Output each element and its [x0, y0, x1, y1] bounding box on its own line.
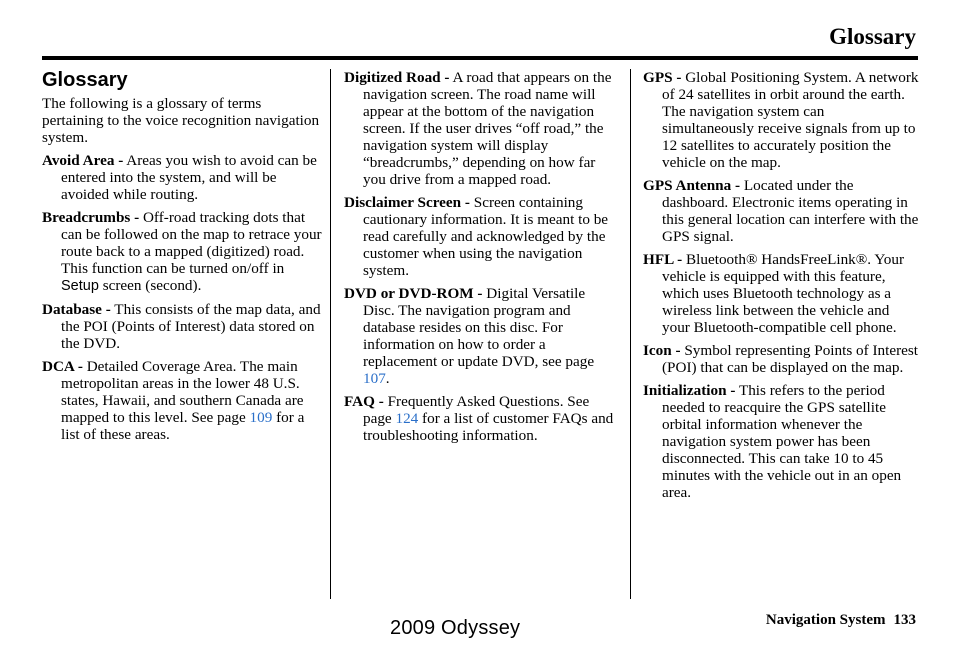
- entry-definition: This refers to the period needed to reacquire the GPS satellite orbital information whenever the navigation system power has been disconnected. This can take 10 to 45 minutes with the vehicle out in an open area.: [662, 382, 902, 501]
- glossary-entry-gps-antenna: [643, 177, 920, 245]
- entry-term: Initialization -: [643, 382, 736, 399]
- glossary-entry-avoid-area: [42, 152, 325, 203]
- entry-definition-cont: for a list of customer FAQs and troubleshooting information.: [363, 410, 614, 444]
- glossary-entry-hfl: [643, 251, 920, 336]
- column-1: [42, 69, 325, 449]
- glossary-entry-digitized-road: [344, 69, 620, 188]
- entry-definition: Areas you wish to avoid can be entered into the system, and will be avoided while routing.: [61, 152, 317, 203]
- page-link-107[interactable]: 107: [363, 370, 386, 387]
- entry-term: Avoid Area -: [42, 152, 124, 169]
- entry-term: DVD or DVD-ROM -: [344, 285, 483, 302]
- column-3: [643, 69, 920, 507]
- glossary-entry-database: [42, 301, 325, 352]
- entry-definition: Frequently Asked Questions. See page: [363, 393, 590, 427]
- watermark: 2009 Odyssey: [390, 617, 521, 639]
- entry-definition: This consists of the map data, and the POI (Points of Interest) data stored on the DVD.: [61, 301, 321, 352]
- entry-definition: Global Positioning System. A network of 24 satellites in orbit around the earth. The navigation system can simultaneously receive signals from up to 12 satellites to accurately position the vehicle on the map.: [662, 69, 919, 171]
- section-title: Glossary: [42, 69, 128, 91]
- glossary-entry-dca: [42, 358, 325, 443]
- entry-term: HFL -: [643, 251, 683, 268]
- glossary-entry-faq: [344, 393, 620, 444]
- entry-term: Icon -: [643, 342, 681, 359]
- entry-definition: Located under the dashboard. Electronic items operating in this general location can interfere with the GPS signal.: [662, 177, 919, 245]
- entry-term: GPS Antenna -: [643, 177, 741, 194]
- footer-label: Navigation System: [765, 612, 886, 628]
- page-header-title: Glossary: [829, 24, 916, 49]
- page-link-109[interactable]: 109: [249, 409, 273, 426]
- entry-definition-cont: .: [385, 370, 390, 387]
- glossary-entry-initialization: [643, 382, 920, 501]
- page-link-124[interactable]: 124: [395, 410, 419, 427]
- column-divider: [630, 69, 631, 599]
- entry-definition-cont: for a list of these areas.: [61, 409, 305, 443]
- glossary-entry-gps: [643, 69, 920, 171]
- glossary-entry-dvd: [344, 285, 620, 387]
- entry-term: FAQ -: [344, 393, 384, 410]
- page-number: 133: [893, 612, 916, 628]
- column-2: [344, 69, 620, 450]
- setup-screen-label: Setup: [61, 278, 99, 294]
- entry-definition: Detailed Coverage Area. The main metropolitan areas in the lower 48 U.S. states, Hawaii, and southern Canada are mapped to this level. See page: [61, 358, 304, 426]
- entry-term: GPS -: [643, 69, 682, 86]
- header-rule: [42, 56, 918, 60]
- entry-term: Database -: [42, 301, 111, 318]
- entry-definition: Bluetooth® HandsFreeLink®. Your vehicle is equipped with this feature, which uses Bluetooth technology as a wireless link between the vehicle and your Bluetooth-compatible cell phone.: [662, 251, 905, 336]
- entry-term: Digitized Road -: [344, 69, 450, 86]
- entry-term: Disclaimer Screen -: [344, 194, 470, 211]
- glossary-entry-icon: [643, 342, 920, 376]
- entry-definition-cont: screen (second).: [102, 277, 202, 294]
- entry-term: Breadcrumbs -: [42, 209, 140, 226]
- entry-term: DCA -: [42, 358, 83, 375]
- column-divider: [330, 69, 331, 599]
- glossary-entry-disclaimer-screen: [344, 194, 620, 279]
- glossary-entry-breadcrumbs: [42, 209, 325, 295]
- entry-definition: Screen containing cautionary information. It is meant to be read carefully and acknowledged by the customer when using the navigation system.: [363, 194, 609, 279]
- page-footer: [766, 612, 916, 629]
- entry-definition: Off-road tracking dots that can be followed on the map to retrace your route back to a mapped (digitized) road. This function can be turned on/off in: [61, 209, 322, 277]
- intro-paragraph: The following is a glossary of terms pertaining to the voice recognition navigation system.: [42, 95, 320, 146]
- entry-definition: Digital Versatile Disc. The navigation program and database resides on this disc. For information on how to order a replacement or update DVD, see page: [363, 285, 595, 370]
- entry-definition: Symbol representing Points of Interest (POI) that can be displayed on the map.: [662, 342, 919, 376]
- entry-definition: A road that appears on the navigation screen. The road name will appear at the bottom of the navigation screen. If the user drives “off road,” the navigation system will display “breadcrumbs,” depending on how far you drive from a mapped road.: [363, 69, 612, 188]
